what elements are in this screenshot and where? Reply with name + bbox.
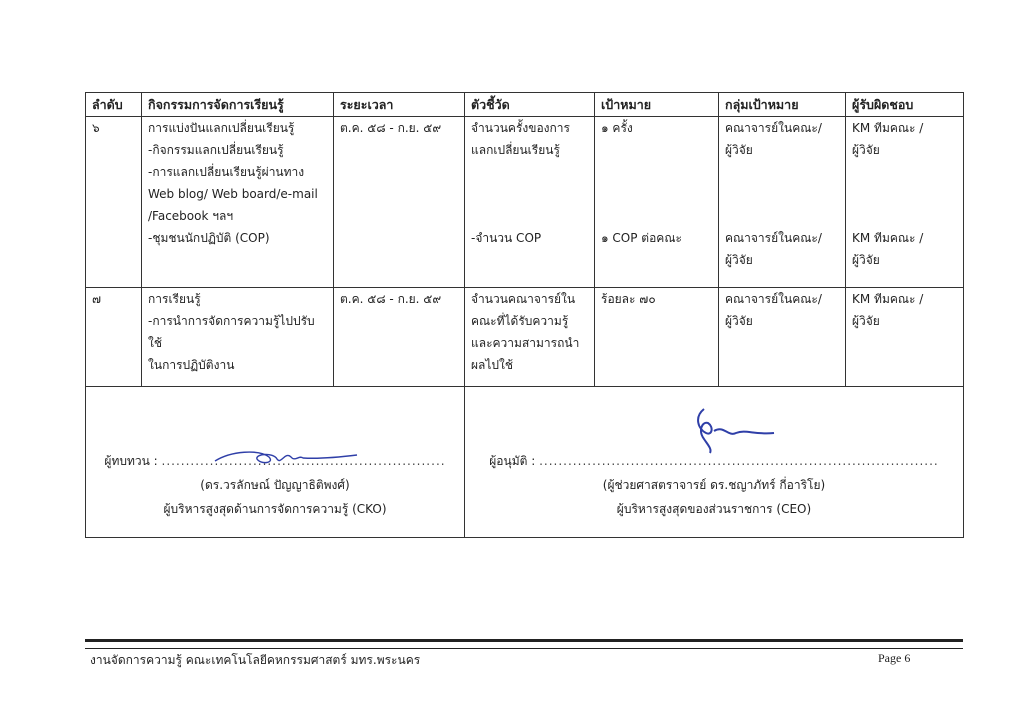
footer-department: งานจัดการความรู้ คณะเทคโนโลยีคหกรรมศาสตร์ มทร.พระนคร (90, 653, 421, 667)
signature-row (86, 387, 964, 538)
indicator-cell: จำนวนครั้งของการ แลกเปลี่ยนเรียนรู้ -จำนวน COP (465, 117, 595, 288)
header-target-group: กลุ่มเป้าหมาย (719, 93, 846, 117)
header-target: เป้าหมาย (595, 93, 719, 117)
approver-dotted-line: ................................................................................... (539, 454, 939, 468)
reviewer-label: ผู้ทบทวน : (104, 454, 158, 468)
period-cell: ต.ค. ๕๘ - ก.ย. ๕๙ (334, 288, 465, 387)
approver-signature-block (465, 387, 964, 538)
header-activity: กิจกรรมการจัดการเรียนรู้ (142, 93, 334, 117)
km-plan-table (85, 92, 964, 538)
approver-name: (ผู้ช่วยศาสตราจารย์ ดร.ชญาภัทร์ กี่อาริโย) (602, 478, 826, 492)
approver-label: ผู้อนุมัติ : (489, 454, 536, 468)
table-row (86, 117, 964, 288)
table-row (86, 288, 964, 387)
activity-cell: การเรียนรู้ -การนำการจัดการความรู้ไปปรับใช้ ในการปฏิบัติงาน (142, 288, 334, 387)
reviewer-name: (ดร.วรลักษณ์ ปัญญาธิติพงศ์) (200, 478, 350, 492)
reviewer-dotted-line: ........................................................... (161, 454, 446, 468)
header-period: ระยะเวลา (334, 93, 465, 117)
page-number: Page 6 (878, 651, 911, 665)
owner-cell: KM ทีมคณะ / ผู้วิจัย (846, 288, 964, 387)
reviewer-title: ผู้บริหารสูงสุดด้านการจัดการความรู้ (CKO) (163, 502, 387, 516)
approver-title: ผู้บริหารสูงสุดของส่วนราชการ (CEO) (616, 502, 812, 516)
target-group-cell: คณาจารย์ในคณะ/ ผู้วิจัย คณาจารย์ในคณะ/ ผู้วิจัย (719, 117, 846, 288)
header-no: ลำดับ (86, 93, 142, 117)
row-number: ๖ (86, 117, 142, 288)
header-indicator: ตัวชี้วัด (465, 93, 595, 117)
table-header-row (86, 93, 964, 117)
target-cell: ร้อยละ ๗๐ (595, 288, 719, 387)
activity-cell: การแบ่งปันแลกเปลี่ยนเรียนรู้ -กิจกรรมแลกเปลี่ยนเรียนรู้ -การแลกเปลี่ยนเรียนรู้ผ่านทาง Web blog/ Web board/e-mail /Facebook ฯลฯ -ชุมชนนักปฏิบัติ (COP) (142, 117, 334, 288)
footer-divider (85, 639, 963, 649)
owner-cell: KM ทีมคณะ / ผู้วิจัย KM ทีมคณะ / ผู้วิจัย (846, 117, 964, 288)
reviewer-signature-block (86, 387, 465, 538)
indicator-cell: จำนวนคณาจารย์ใน คณะที่ได้รับความรู้ และความสามารถนำ ผลไปใช้ (465, 288, 595, 387)
period-cell: ต.ค. ๕๘ - ก.ย. ๕๙ (334, 117, 465, 288)
header-owner: ผู้รับผิดชอบ (846, 93, 964, 117)
target-cell: ๑ ครั้ง ๑ COP ต่อคณะ (595, 117, 719, 288)
target-group-cell: คณาจารย์ในคณะ/ ผู้วิจัย (719, 288, 846, 387)
row-number: ๗ (86, 288, 142, 387)
